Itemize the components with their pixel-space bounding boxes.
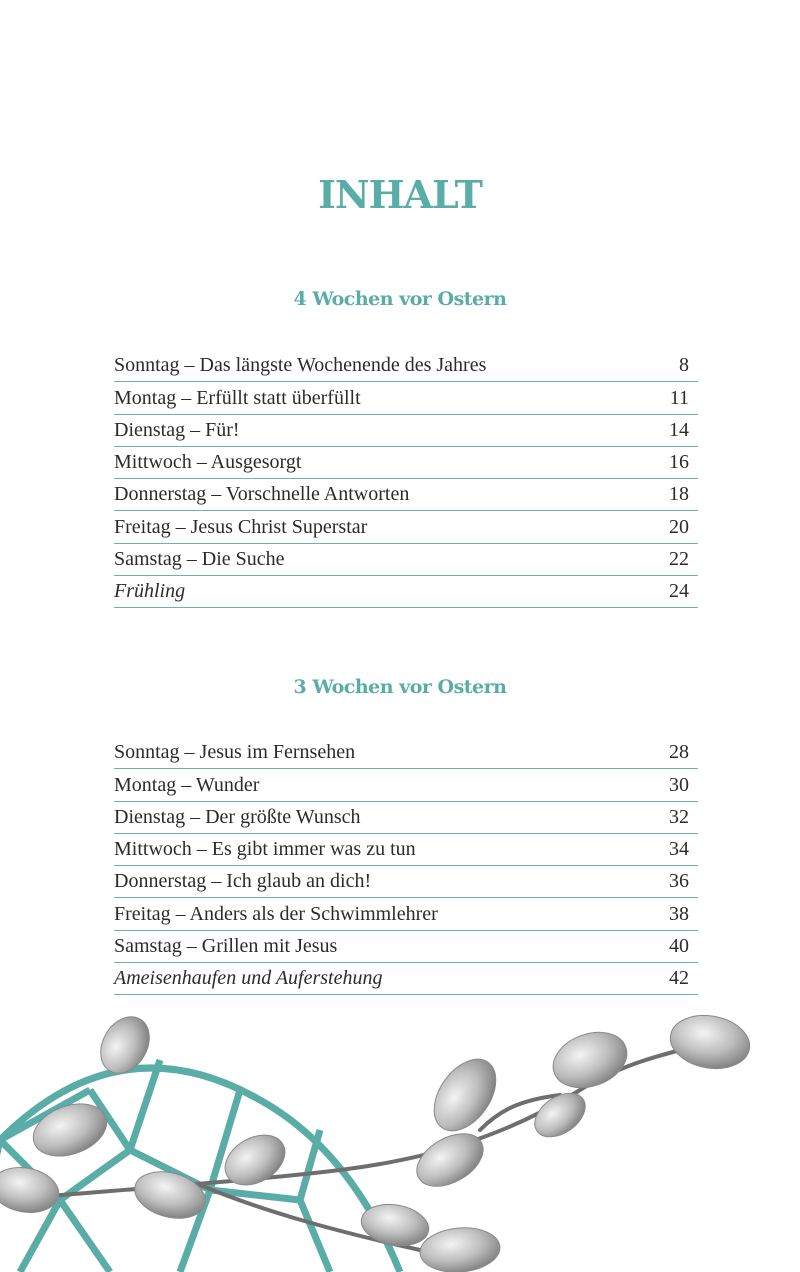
toc-entry-page: 32: [669, 805, 689, 828]
toc-entry-page: 11: [669, 386, 689, 409]
toc-entry-label: Freitag – Jesus Christ Superstar: [114, 515, 368, 538]
page-title: INHALT: [318, 172, 482, 217]
toc-entry-page: 22: [669, 548, 689, 571]
toc-entry-label: Samstag – Grillen mit Jesus: [114, 935, 338, 958]
toc-entry-label: Mittwoch – Ausgesorgt: [114, 451, 302, 474]
toc-entry-page: 34: [669, 838, 689, 861]
toc-entry-page: 8: [679, 354, 689, 377]
toc-list-3-weeks: [114, 737, 698, 995]
toc-entry-label: Dienstag – Der größte Wunsch: [114, 805, 361, 828]
toc-entry-label: Frühling: [114, 580, 186, 603]
catkin-buds-icon: [0, 1008, 754, 1272]
toc-entry[interactable]: [114, 382, 698, 414]
toc-entry-label: Ameisenhaufen und Auferstehung: [114, 967, 383, 990]
toc-entry[interactable]: [114, 479, 698, 511]
pussy-willow-illustration: [0, 1000, 800, 1272]
toc-entry[interactable]: [114, 769, 698, 801]
toc-entry-page: 14: [669, 418, 689, 441]
toc-entry[interactable]: [114, 737, 698, 769]
toc-entry-page: 20: [669, 515, 689, 538]
toc-entry-label: Montag – Wunder: [114, 773, 260, 796]
toc-entry[interactable]: [114, 447, 698, 479]
geodesic-sphere-icon: [0, 1060, 400, 1272]
toc-entry-page: 40: [669, 935, 689, 958]
toc-entry-page: 42: [669, 967, 689, 990]
toc-entry-page: 18: [669, 483, 689, 506]
toc-entry[interactable]: [114, 866, 698, 898]
toc-entry-page: 28: [669, 741, 689, 764]
toc-entry[interactable]: [114, 802, 698, 834]
toc-entry[interactable]: [114, 576, 698, 608]
toc-list-4-weeks: [114, 350, 698, 608]
toc-entry-label: Freitag – Anders als der Schwimmlehrer: [114, 902, 438, 925]
toc-entry[interactable]: [114, 350, 698, 382]
toc-entry[interactable]: [114, 544, 698, 576]
toc-entry[interactable]: [114, 415, 698, 447]
toc-entry-label: Dienstag – Für!: [114, 418, 240, 441]
toc-entry-label: Mittwoch – Es gibt immer was zu tun: [114, 838, 416, 861]
section-heading-4-weeks: 4 Wochen vor Ostern: [293, 288, 507, 310]
section-heading-3-weeks: 3 Wochen vor Ostern: [293, 676, 507, 698]
toc-entry-page: 36: [669, 870, 689, 893]
toc-entry-label: Sonntag – Jesus im Fernsehen: [114, 741, 356, 764]
toc-entry-page: 30: [669, 773, 689, 796]
toc-entry[interactable]: [114, 963, 698, 995]
toc-entry-page: 38: [669, 902, 689, 925]
toc-entry[interactable]: [114, 511, 698, 543]
toc-entry-label: Sonntag – Das längste Wochenende des Jahres: [114, 354, 487, 377]
toc-entry-page: 16: [669, 451, 689, 474]
toc-entry[interactable]: [114, 931, 698, 963]
toc-entry-page: 24: [669, 580, 689, 603]
toc-entry[interactable]: [114, 898, 698, 930]
toc-entry-label: Samstag – Die Suche: [114, 548, 285, 571]
toc-entry-label: Donnerstag – Ich glaub an dich!: [114, 870, 372, 893]
toc-entry-label: Montag – Erfüllt statt überfüllt: [114, 386, 361, 409]
toc-entry[interactable]: [114, 834, 698, 866]
toc-entry-label: Donnerstag – Vorschnelle Antworten: [114, 483, 410, 506]
